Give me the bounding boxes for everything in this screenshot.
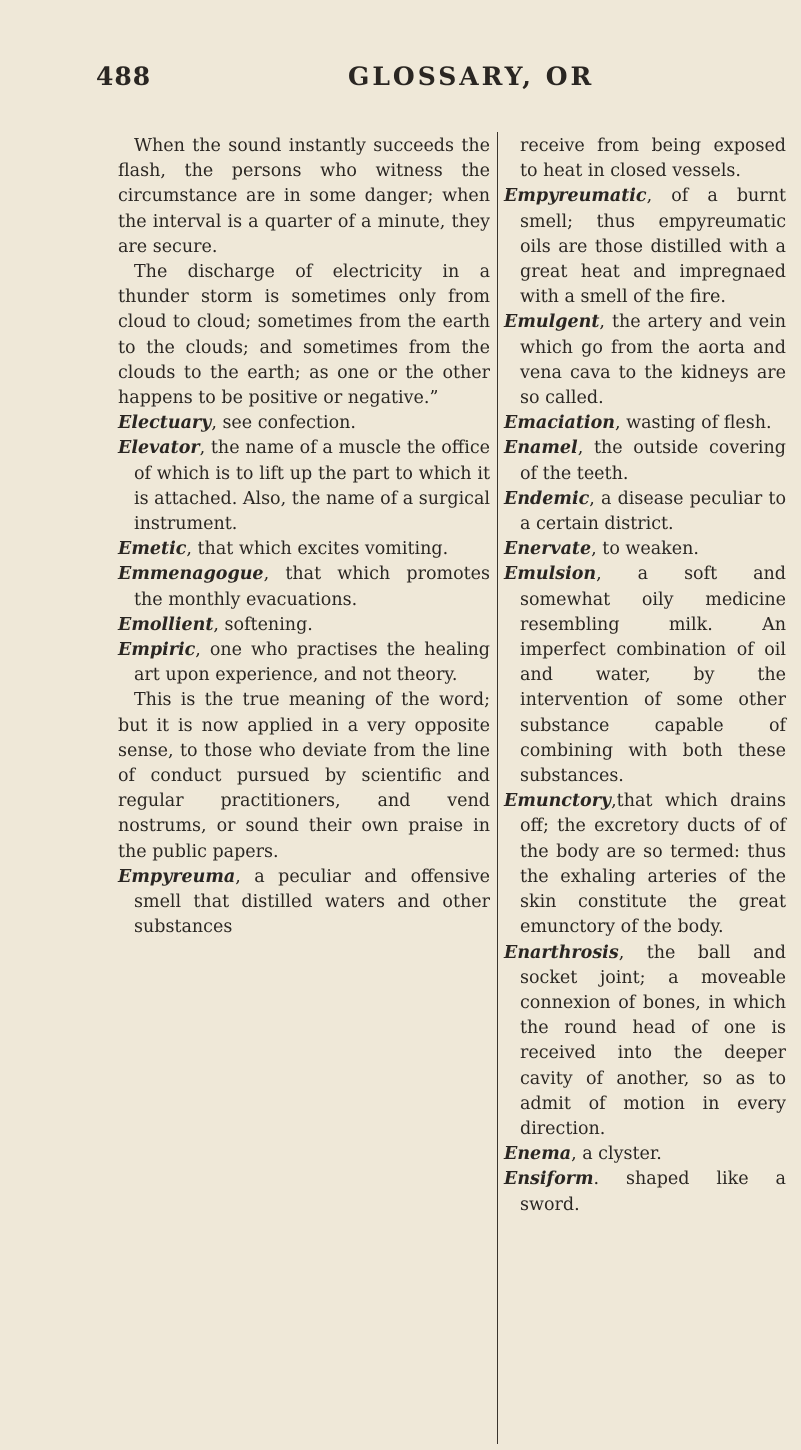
- paragraph: [118, 134, 490, 260]
- glossary-entry: [504, 562, 786, 789]
- entry-term: Empiric: [118, 640, 196, 661]
- column-divider: [497, 132, 498, 1444]
- entry-term: Enema: [504, 1144, 572, 1165]
- paragraph: [118, 260, 490, 411]
- glossary-entry: [504, 537, 786, 562]
- entry-definition: , a clyster.: [571, 1144, 662, 1165]
- entry-term: Emmenagogue: [118, 564, 264, 585]
- entry-term: Enarthrosis: [504, 942, 619, 963]
- entry-term: Electuary: [118, 413, 212, 434]
- entry-definition: , the artery and vein which go from the aorta and vena cava to the kidneys are so called.: [520, 312, 786, 409]
- entry-definition: , that which promotes the monthly evacuations.: [134, 564, 490, 610]
- entry-term: Elevator: [118, 438, 200, 459]
- glossary-entry: [118, 411, 490, 436]
- glossary-entry: [504, 436, 786, 486]
- entry-definition: , a soft and somewhat oily medicine resembling milk. An imperfect combination of oil and water, by the intervention of some other substance capable of combining with both these substances.: [520, 564, 786, 787]
- right-column: [504, 134, 786, 1218]
- glossary-entry: [504, 789, 786, 940]
- entry-definition: , softening.: [213, 614, 313, 635]
- entry-term: Enervate: [504, 539, 592, 560]
- entry-definition: . shaped like a sword.: [520, 1169, 786, 1215]
- running-header: [0, 62, 801, 102]
- entry-term: Endemic: [504, 488, 590, 509]
- paragraph: [504, 134, 786, 184]
- glossary-entry: [118, 613, 490, 638]
- entry-definition: , wasting of flesh.: [614, 413, 772, 434]
- entry-definition: , a peculiar and offensive smell that distilled waters and other substances: [134, 866, 490, 938]
- entry-definition: , one who practises the healing art upon experience, and not theory.: [134, 640, 490, 686]
- left-column: [118, 134, 490, 941]
- glossary-entry: [504, 411, 786, 436]
- entry-definition: , see confection.: [211, 413, 356, 434]
- glossary-entry: [504, 487, 786, 537]
- glossary-entry: [118, 537, 490, 562]
- glossary-entry: [118, 865, 490, 941]
- entry-definition: , that which excites vomiting.: [186, 539, 449, 560]
- glossary-entry: [118, 638, 490, 688]
- glossary-entry: [504, 1142, 786, 1167]
- entry-term: Emetic: [118, 539, 187, 560]
- paragraph-text: The discharge of electricity in a thunder storm is sometimes only from cloud to cloud; sometimes from the earth to the clouds; and sometimes from the clouds to the earth; as one or the other happens to be positive or negative.”: [118, 262, 490, 409]
- entry-term: Emulsion: [504, 564, 597, 585]
- entry-definition: , a disease peculiar to a certain district.: [520, 488, 786, 535]
- glossary-entry: [504, 310, 786, 411]
- entry-term: Enamel: [504, 438, 578, 459]
- paragraph-text: When the sound instantly succeeds the flash, the persons who witness the circumstance are in some danger; when the interval is a quarter of a minute, they are secure.: [118, 136, 490, 257]
- entry-term: Empyreuma: [118, 866, 236, 887]
- running-title: GLOSSARY, OR: [348, 62, 595, 91]
- paragraph: [118, 688, 490, 864]
- entry-definition: ,that which drains off; the excretory ducts of of the body are so termed: thus the exhaling arteries of the skin constitute the great emunctory of the body.: [520, 791, 786, 938]
- glossary-entry: [118, 436, 490, 537]
- entry-term: Emaciation: [504, 413, 615, 434]
- entry-term: Ensiform: [504, 1169, 594, 1190]
- entry-term: Empyreumatic: [504, 186, 647, 207]
- glossary-entry: [504, 941, 786, 1143]
- glossary-entry: [504, 1167, 786, 1217]
- entry-term: Emunctory: [504, 791, 612, 812]
- entry-definition: , the outside covering of the teeth.: [520, 438, 786, 484]
- entry-definition: , the ball and socket joint; a moveable connexion of bones, in which the round head of one is received into the deeper cavity of another, so as to admit of motion in every direction.: [520, 942, 786, 1139]
- entry-definition: , the name of a muscle the office of which is to lift up the part to which it is attached. Also, the name of a surgical instrument.: [134, 438, 490, 535]
- paragraph-text: This is the true meaning of the word; but it is now applied in a very opposite sense, to those who deviate from the line of conduct pursued by scientific and regular practitioners, and vend nostrums, or sound their own praise in the public papers.: [118, 690, 490, 862]
- glossary-entry: [504, 184, 786, 310]
- page-number: 488: [96, 62, 152, 91]
- entry-definition: , of a burnt smell; thus empyreumatic oils are those distilled with a great heat and impregnaed with a smell of the fire.: [520, 186, 786, 308]
- entry-term: Emulgent: [504, 312, 600, 333]
- paragraph-text: receive from being exposed to heat in closed vessels.: [520, 136, 786, 182]
- entry-definition: , to weaken.: [591, 539, 699, 560]
- entry-term: Emollient: [118, 614, 214, 635]
- glossary-entry: [118, 562, 490, 612]
